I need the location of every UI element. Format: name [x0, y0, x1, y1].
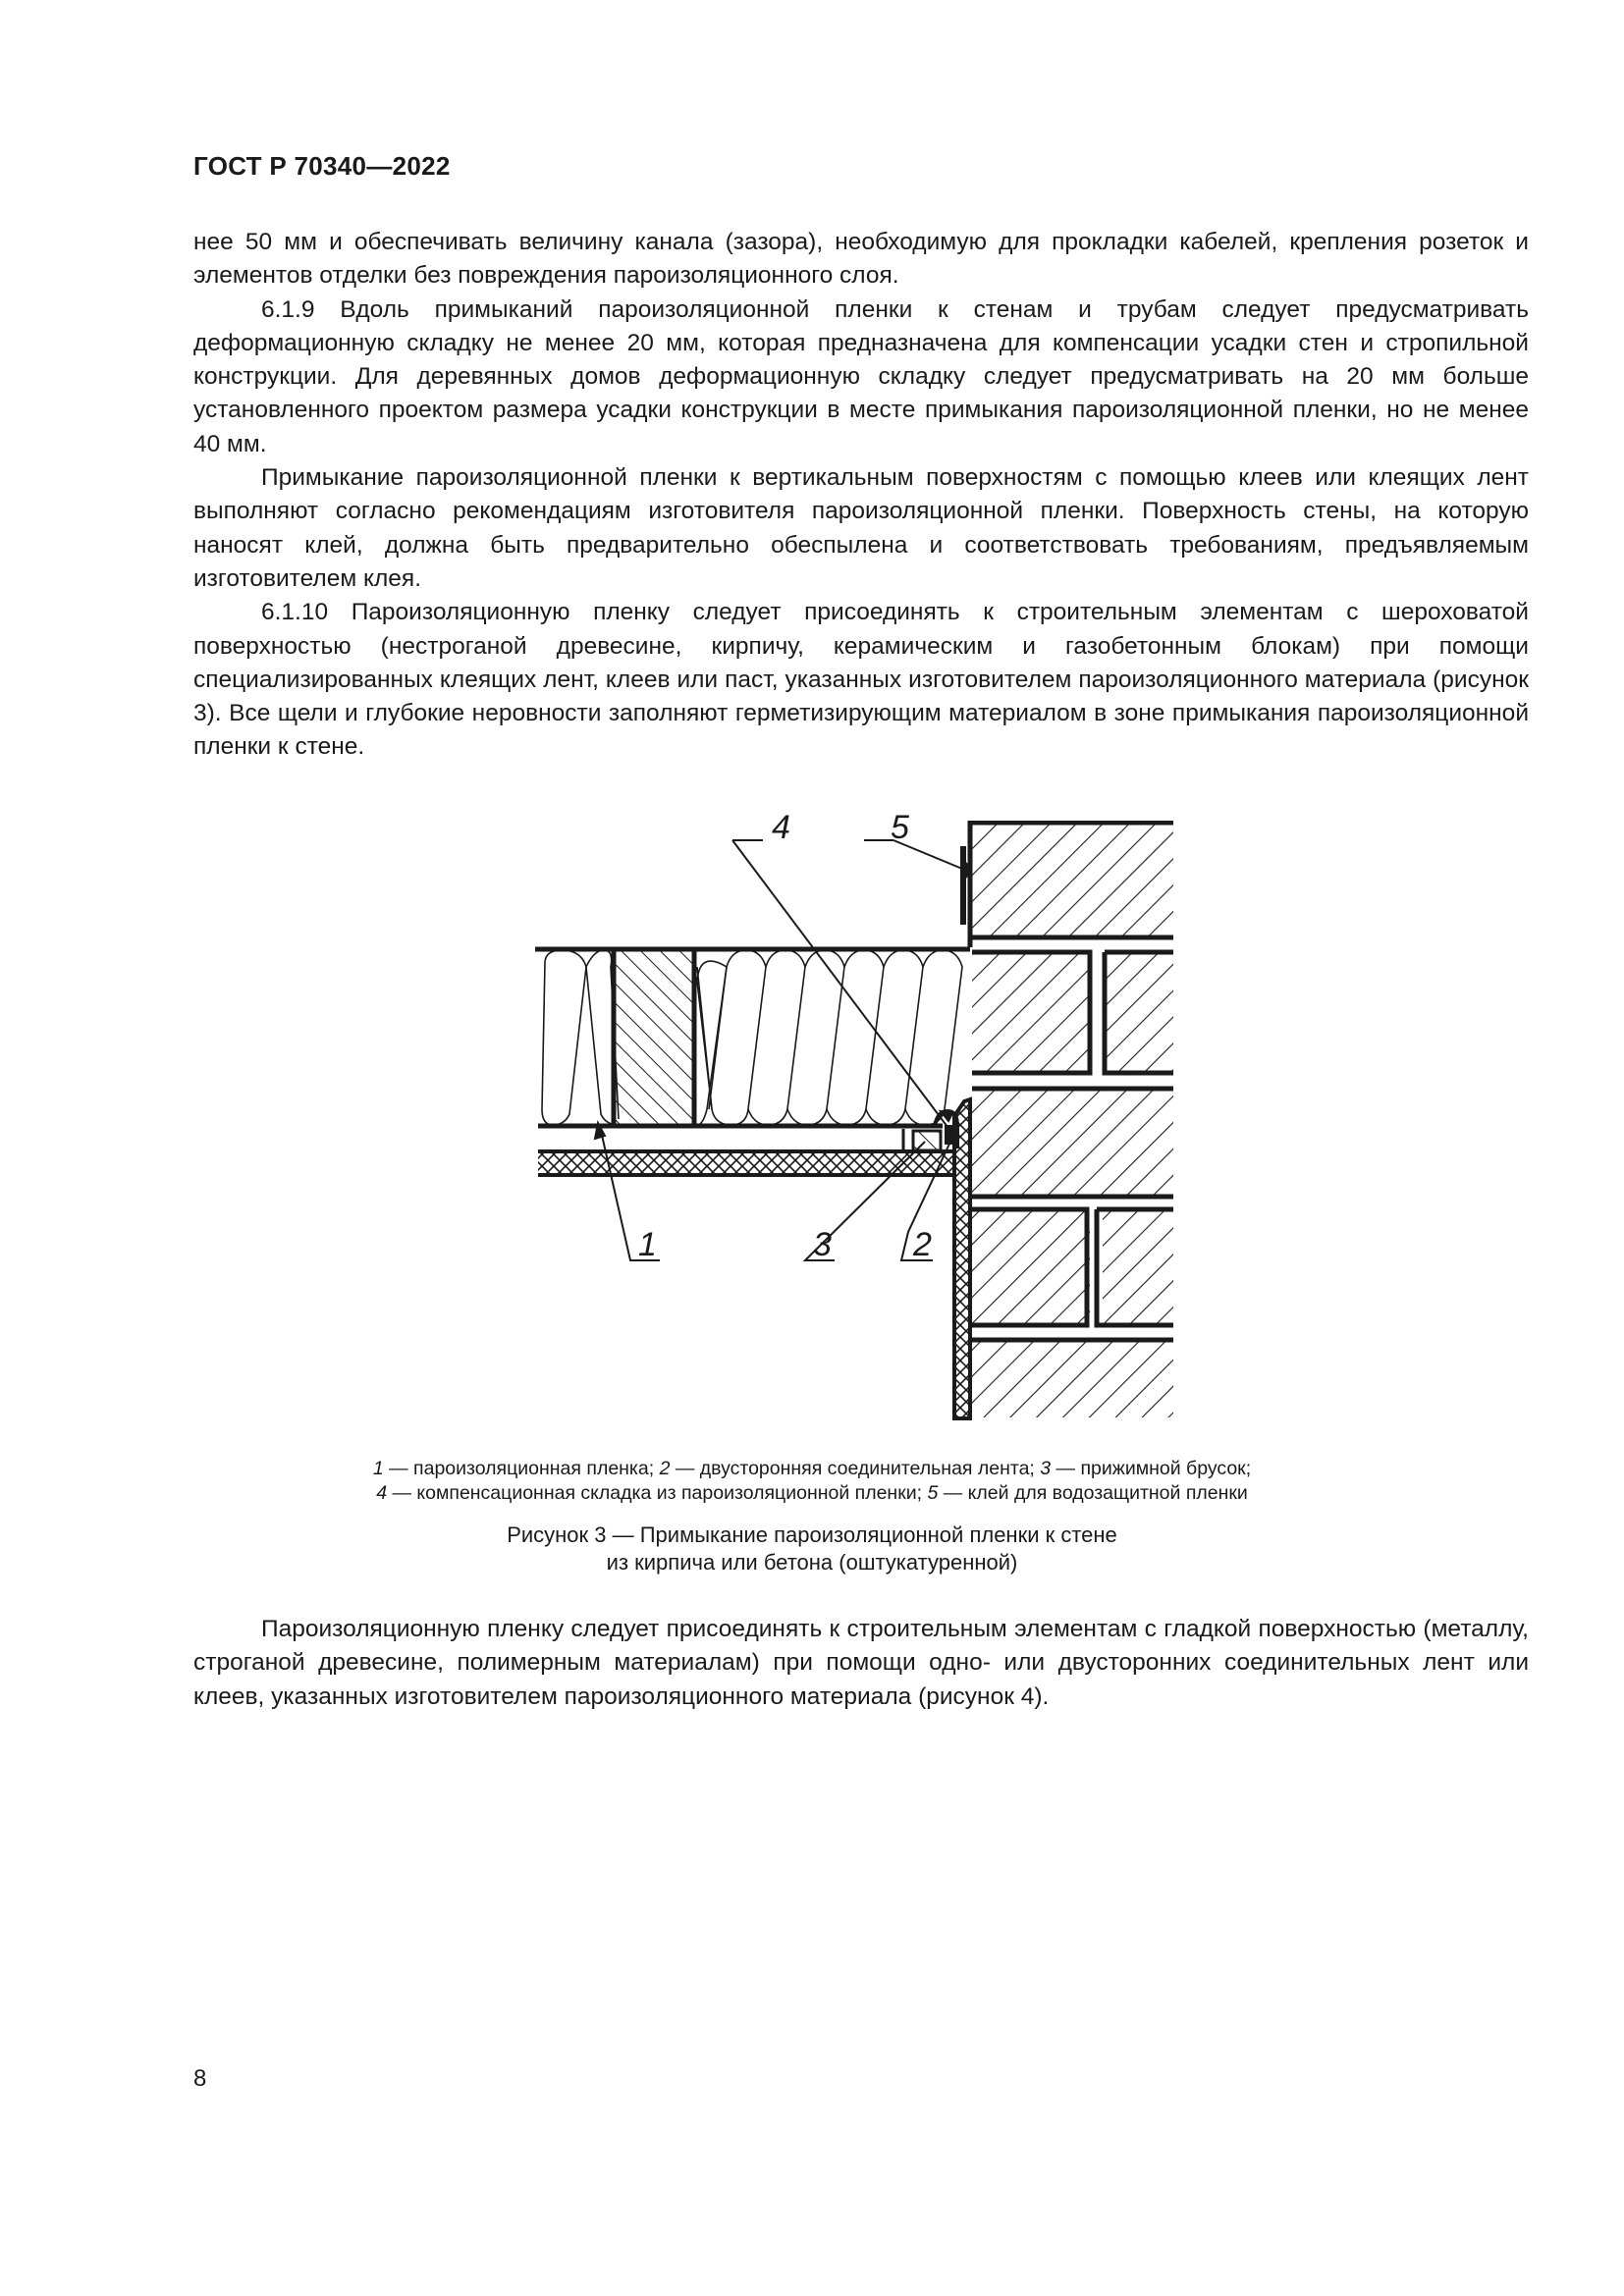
figure-legend-line-1 [0, 1457, 1624, 1480]
document-header: ГОСТ Р 70340—2022 [193, 151, 451, 181]
legend-text-1: — пароизоляционная пленка; [383, 1458, 660, 1479]
paragraph-smooth-surfaces: Пароизоляционную пленку следует присоединять к строительным элементам с гладкой поверхностью (металлу, строганой древесине, полимерным материалам) при помощи одно- или двусторонних соединительных лент или клеев, указанных изготовителем пароизоляционного материала (рисунок 4). [193, 1616, 1529, 1710]
figure-title-line-1: Рисунок 3 — Примыкание пароизоляционной пленки к стене [507, 1522, 1117, 1547]
body-text-after-figure [193, 1613, 1529, 1714]
paragraph-6-1-10: 6.1.10 Пароизоляционную пленку следует присоединять к строительным элементам с шероховатой поверхностью (нестроганой древесине, кирпичу, керамическим и газобетонным блокам) при помощи специализированных клеящих лент, клеев или паст, указанных изготовителем пароизоляционного материала (рисунок 3). Все щели и глубокие неровности заполняют герметизирующим материалом в зоне примыкания пароизоляционной пленки к стене. [193, 599, 1529, 761]
legend-text-2: — двусторонняя соединительная лента; [670, 1458, 1041, 1479]
page-number: 8 [193, 2065, 207, 2092]
legend-num-2: 2 [659, 1458, 671, 1479]
legend-num-5: 5 [927, 1482, 939, 1504]
callout-2: 2 [913, 1226, 932, 1263]
paragraph-adhesion: Примыкание пароизоляционной пленки к вертикальным поверхностям с помощью клеев или клеящих лент выполняют согласно рекомендациям изготовителя пароизоляционной пленки. Поверхность стены, на которую наносят клей, должна быть предварительно обеспылена и соответствовать требованиям, предъявляемым изготовителем клея. [193, 464, 1529, 592]
legend-text-3: — прижимной брусок; [1051, 1458, 1252, 1479]
paragraph-6-1-9: 6.1.9 Вдоль примыканий пароизоляционной пленки к стенам и трубам следует предусматривать деформационную складку не менее 20 мм, которая предназначена для компенсации усадки стен и стропильной конструкции. Для деревянных домов деформационную складку следует предусматривать на 20 мм больше установленного проектом размера усадки конструкции в месте примыкания пароизоляционной пленки, но не менее 40 мм. [193, 295, 1529, 457]
callout-5: 5 [891, 809, 909, 846]
legend-text-4: — компенсационная складка из пароизоляционной пленки; [387, 1482, 928, 1504]
figure-title-line-2: из кирпича или бетона (оштукатуренной) [606, 1550, 1018, 1575]
rafter [614, 949, 694, 1127]
legend-num-1: 1 [372, 1458, 384, 1479]
figure-legend-line-2 [0, 1481, 1624, 1505]
legend-text-5: — клей для водозащитной пленки [938, 1482, 1248, 1504]
callout-3: 3 [813, 1226, 832, 1263]
brick-wall [972, 821, 1181, 1417]
legend-num-3: 3 [1040, 1458, 1052, 1479]
insulation [542, 950, 962, 1125]
clamping-batten [903, 1129, 941, 1151]
ceiling-board [538, 1151, 954, 1175]
paragraph-continuation: нее 50 мм и обеспечивать величину канала (зазора), необходимую для прокладки кабелей, крепления розеток и элементов отделки без повреждения пароизоляционного слоя. [193, 229, 1529, 290]
legend-num-4: 4 [376, 1482, 388, 1504]
callout-4: 4 [772, 809, 790, 846]
callout-1: 1 [638, 1226, 657, 1263]
